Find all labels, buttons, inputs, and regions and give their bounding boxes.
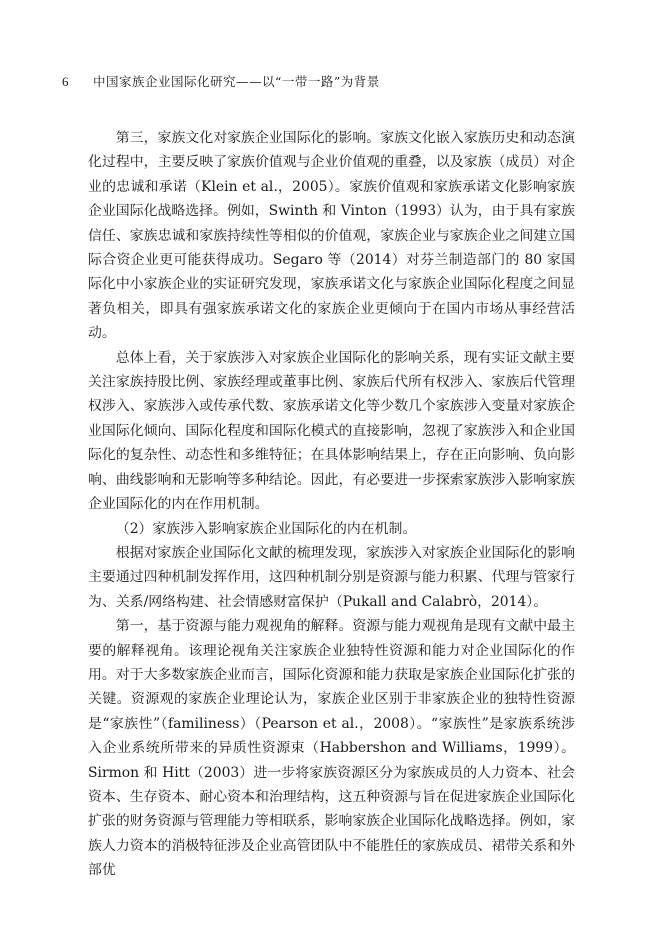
paragraph-four-mechanisms: 根据对家族企业国际化文献的梳理发现，家族涉入对家族企业国际化的影响主要通过四种机制发挥作用，这四种机制分别是资源与能力积累、代理与管家行为、关系/网络构建、社会情感财富保护（Pukall and Calabrò，2014）。 [88, 544, 575, 610]
page-number: 6 [62, 74, 69, 89]
paragraph-resource-capability-view: 第一，基于资源与能力观视角的解释。资源与能力观视角是现有文献中最主要的解释视角。该理论视角关注家族企业独特性资源和能力对企业国际化的作用。对于大多数家族企业而言，国际化资源和能力获取是家族企业国际化扩张的关键。资源观的家族企业理论认为，家族企业区别于非家族企业的独特性资源是“家族性”（familiness）（Pearson et al.，2008）。“家族性”是家族系统涉入企业系统所带来的异质性资源束（Habbershon and Williams，1999）。Sirmon 和 Hitt（2003）进一步将家族资源区分为家族成员的人力资本、社会资本、生存资本、耐心资本和治理结构，这五种资源与旨在促进家族企业国际化扩张的财务资源与管理能力等相联系，影响家族企业国际化战略选择。例如，家族人力资本的消极特征涉及企业高管团队中不能胜任的家族成员、裙带关系和外部优 [88, 618, 575, 879]
paragraph-family-culture: 第三，家族文化对家族企业国际化的影响。家族文化嵌入家族历史和动态演化过程中，主要反映了家族价值观与企业价值观的重叠，以及家族（成员）对企业的忠诚和承诺（Klein et al.，2005）。家族价值观和家族承诺文化影响家族企业国际化战略选择。例如，Swinth 和 Vinton（1993）认为，由于具有家族信任、家族忠诚和家族持续性等相似的价值观，家族企业与家族企业之间建立国际合资企业更可能获得成功。Segaro 等（2014）对芬兰制造部门的 80 家国际化中小家族企业的实证研究发现，家族承诺文化与家族企业国际化程度之间显著负相关，即具有强家族承诺文化的家族企业更倾向于在国内市场从事经营活动。 [88, 130, 575, 342]
section-subheading-mechanisms: （2）家族涉入影响家族企业国际化的内在机制。 [115, 520, 417, 537]
body-text [88, 126, 575, 883]
running-header-title: 中国家族企业国际化研究——以“一带一路”为背景 [93, 74, 380, 89]
running-header [62, 74, 380, 90]
paragraph-overall-review: 总体上看，关于家族涉入对家族企业国际化的影响关系，现有实证文献主要关注家族持股比例、家族经理或董事比例、家族后代所有权涉入、家族后代管理权涉入、家族涉入或传承代数、家族承诺文化等少数几个家族涉入变量对家族企业国际化倾向、国际化程度和国际化模式的直接影响，忽视了家族涉入和企业国际化的复杂性、动态性和多维特征；在具体影响结果上，存在正向影响、负向影响、曲线影响和无影响等多种结论。因此，有必要进一步探索家族涉入影响家族企业国际化的内在作用机制。 [88, 349, 575, 513]
